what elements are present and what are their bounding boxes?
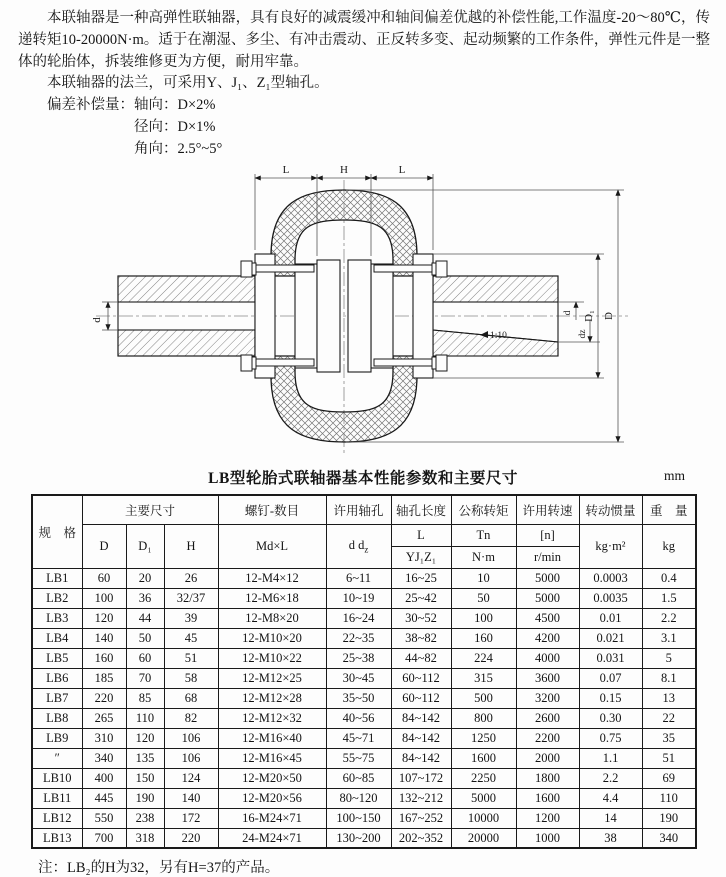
table-cell: 10000 [451, 808, 516, 828]
table-cell: 1800 [516, 768, 579, 788]
table-cell: 4500 [516, 608, 579, 628]
header-kg: kg [642, 524, 696, 568]
table-cell: 1.1 [579, 748, 642, 768]
header-spec: 规 格 [32, 495, 82, 568]
table-cell: 400 [82, 768, 126, 788]
table-cell: 6~11 [326, 568, 391, 588]
table-cell: LB12 [32, 808, 82, 828]
table-cell: 310 [82, 728, 126, 748]
table-cell: 24-M24×71 [218, 828, 326, 848]
table-cell: 0.75 [579, 728, 642, 748]
table-cell: 190 [642, 808, 696, 828]
table-cell: 50 [126, 628, 164, 648]
table-cell: 35~50 [326, 688, 391, 708]
table-cell: 2250 [451, 768, 516, 788]
left-hub-half [317, 260, 340, 372]
dim-label-dz: dz [578, 329, 588, 339]
table-cell: 445 [82, 788, 126, 808]
header-speed: 许用转速 [516, 495, 579, 524]
table-cell: 10~19 [326, 588, 391, 608]
table-cell: 106 [164, 748, 218, 768]
table-cell: 12-M12×28 [218, 688, 326, 708]
table-cell: 58 [164, 668, 218, 688]
table-cell: 16~25 [391, 568, 451, 588]
table-cell: ″ [32, 748, 82, 768]
table-title: LB型轮胎式联轴器基本性能参数和主要尺寸 [208, 470, 518, 488]
header-MdxL: Md×L [218, 524, 326, 568]
table-cell: 2200 [516, 728, 579, 748]
table-cell: 14 [579, 808, 642, 828]
header-rpm: r/min [516, 546, 579, 568]
table-cell: 0.07 [579, 668, 642, 688]
table-cell: 220 [82, 688, 126, 708]
intro-paragraph-2: 本联轴器的法兰，可采用Y、J₁、Z₁型轴孔。 [47, 75, 329, 92]
table-row [32, 688, 696, 708]
header-YJZ: YJ₁Z₁ [391, 546, 451, 568]
table-cell: 16~24 [326, 608, 391, 628]
table-cell: 5 [642, 648, 696, 668]
header-torque: 公称转矩 [451, 495, 516, 524]
table-cell: 25~38 [326, 648, 391, 668]
table-cell: 26 [164, 568, 218, 588]
intro-text [0, 0, 726, 160]
table-cell: 700 [82, 828, 126, 848]
table-cell: 0.031 [579, 648, 642, 668]
compensation-angular: 角向：2.5°~5° [134, 140, 223, 157]
table-row [32, 788, 696, 808]
header-L: L [391, 524, 451, 546]
header-d-dz: d $d_z$ [326, 524, 391, 568]
table-cell: 110 [126, 708, 164, 728]
table-unit-label: mm [663, 468, 685, 484]
compensation-radial: 径向：D×1% [134, 118, 216, 135]
table-cell: 70 [126, 668, 164, 688]
table-cell: 106 [164, 728, 218, 748]
table-cell: 50 [451, 588, 516, 608]
table-cell: 185 [82, 668, 126, 688]
table-row [32, 768, 696, 788]
table-cell: 84~142 [391, 708, 451, 728]
table-cell: 550 [82, 808, 126, 828]
table-cell: 12-M20×50 [218, 768, 326, 788]
table-cell: LB9 [32, 728, 82, 748]
table-cell: LB3 [32, 608, 82, 628]
header-Nm: N·m [451, 546, 516, 568]
table-cell: 1600 [516, 788, 579, 808]
dim-label-L-left: L [282, 164, 290, 177]
table-cell: LB8 [32, 708, 82, 728]
table-cell: 80~120 [326, 788, 391, 808]
table-cell: 0.4 [642, 568, 696, 588]
table-cell: 315 [451, 668, 516, 688]
table-cell: 36 [126, 588, 164, 608]
table-cell: 40~56 [326, 708, 391, 728]
compensation-axial: 轴向：D×2% [134, 97, 216, 113]
table-cell: 5000 [451, 788, 516, 808]
table-cell: 2.2 [642, 608, 696, 628]
table-cell: 124 [164, 768, 218, 788]
table-cell: 12-M16×40 [218, 728, 326, 748]
table-row [32, 708, 696, 728]
table-cell: 12-M10×22 [218, 648, 326, 668]
table-cell: 68 [164, 688, 218, 708]
table-cell: 5000 [516, 588, 579, 608]
table-cell: 150 [126, 768, 164, 788]
table-row [32, 588, 696, 608]
dim-label-d-left: d [91, 317, 103, 323]
table-cell: 800 [451, 708, 516, 728]
table-cell: 224 [451, 648, 516, 668]
spec-table [31, 494, 697, 849]
intro-paragraph-1: 本联轴器是一种高弹性联轴器，具有良好的减震缓冲和轴间偏差优越的补偿性能,工作温度-20～80℃，传递转矩10-20000N·m。适于在潮湿、多尘、有冲击震动、正反转多变、起动频繁的工作条件，弹性元件是一整体的轮胎体，拆装维修更为方便，耐用牢靠。 [18, 10, 710, 70]
table-cell: 1250 [451, 728, 516, 748]
footnote: 注：LB₂的H为32，另有H=37的产品。 [38, 860, 280, 877]
table-cell: 238 [126, 808, 164, 828]
table-cell: 160 [451, 628, 516, 648]
table-cell: 120 [82, 608, 126, 628]
table-cell: 51 [642, 748, 696, 768]
table-cell: 4200 [516, 628, 579, 648]
table-cell: 220 [164, 828, 218, 848]
table-cell: 16-M24×71 [218, 808, 326, 828]
header-bore: 许用轴孔 [326, 495, 391, 524]
table-cell: 12-M12×32 [218, 708, 326, 728]
header-n-bracket: [n] [516, 524, 579, 546]
table-row [32, 608, 696, 628]
table-cell: 4000 [516, 648, 579, 668]
table-cell: 2.2 [579, 768, 642, 788]
table-cell: 120 [126, 728, 164, 748]
table-cell: 140 [164, 788, 218, 808]
table-cell: 84~142 [391, 748, 451, 768]
compensation-items [134, 95, 222, 160]
header-screws: 螺钉-数目 [218, 495, 326, 524]
table-cell: 340 [82, 748, 126, 768]
table-cell: LB10 [32, 768, 82, 788]
header-D1: D₁ [126, 524, 164, 568]
coupling-cross-section-drawing [88, 164, 632, 462]
table-cell: 100 [451, 608, 516, 628]
taper-label: 1:10 [490, 331, 507, 342]
table-cell: LB11 [32, 788, 82, 808]
table-cell: 5000 [516, 568, 579, 588]
table-cell: 22 [642, 708, 696, 728]
table-cell: 107~172 [391, 768, 451, 788]
table-cell: 0.021 [579, 628, 642, 648]
table-cell: 160 [82, 648, 126, 668]
table-cell: 3200 [516, 688, 579, 708]
table-cell: LB6 [32, 668, 82, 688]
dim-label-D1: D₁ [583, 310, 595, 323]
table-row [32, 748, 696, 768]
table-cell: LB13 [32, 828, 82, 848]
table-cell: 130~200 [326, 828, 391, 848]
table-cell: 55~75 [326, 748, 391, 768]
table-cell: 44~82 [391, 648, 451, 668]
table-cell: 30~45 [326, 668, 391, 688]
compensation-label: 偏差补偿量： [47, 97, 134, 113]
table-cell: 0.01 [579, 608, 642, 628]
table-cell: 132~212 [391, 788, 451, 808]
table-cell: 3.1 [642, 628, 696, 648]
table-cell: 38 [579, 828, 642, 848]
table-cell: 0.15 [579, 688, 642, 708]
table-row [32, 628, 696, 648]
table-cell: 45~71 [326, 728, 391, 748]
table-cell: 100~150 [326, 808, 391, 828]
table-row [32, 568, 696, 588]
table-cell: LB5 [32, 648, 82, 668]
table-cell: 135 [126, 748, 164, 768]
dim-label-H: H [340, 164, 348, 177]
table-cell: 12-M6×18 [218, 588, 326, 608]
table-cell: 8.1 [642, 668, 696, 688]
table-cell: 167~252 [391, 808, 451, 828]
table-cell: 265 [82, 708, 126, 728]
table-cell: 1600 [451, 748, 516, 768]
dim-label-L-right: L [398, 164, 406, 177]
table-cell: 0.0003 [579, 568, 642, 588]
table-cell: 500 [451, 688, 516, 708]
table-cell: 1200 [516, 808, 579, 828]
table-cell: LB4 [32, 628, 82, 648]
table-cell: 0.30 [579, 708, 642, 728]
header-Tn: Tn [451, 524, 516, 546]
table-cell: 84~142 [391, 728, 451, 748]
table-cell: 35 [642, 728, 696, 748]
table-cell: 10 [451, 568, 516, 588]
table-row [32, 668, 696, 688]
table-cell: LB2 [32, 588, 82, 608]
header-kgm2: kg·m² [579, 524, 642, 568]
table-cell: 1.5 [642, 588, 696, 608]
table-cell: 140 [82, 628, 126, 648]
table-cell: 30~52 [391, 608, 451, 628]
table-cell: 0.0035 [579, 588, 642, 608]
table-cell: 22~35 [326, 628, 391, 648]
table-cell: 82 [164, 708, 218, 728]
header-H: H [164, 524, 218, 568]
table-cell: 12-M8×20 [218, 608, 326, 628]
table-cell: LB7 [32, 688, 82, 708]
header-D: D [82, 524, 126, 568]
table-cell: 20 [126, 568, 164, 588]
table-cell: 100 [82, 588, 126, 608]
table-row [32, 808, 696, 828]
table-cell: 13 [642, 688, 696, 708]
table-cell: 32/37 [164, 588, 218, 608]
right-inner-plate [371, 264, 393, 368]
table-row [32, 728, 696, 748]
table-cell: 1000 [516, 828, 579, 848]
table-cell: 172 [164, 808, 218, 828]
table-cell: 202~352 [391, 828, 451, 848]
table-cell: 12-M10×20 [218, 628, 326, 648]
table-cell: 2000 [516, 748, 579, 768]
table-cell: 25~42 [391, 588, 451, 608]
table-cell: 4.4 [579, 788, 642, 808]
table-cell: 190 [126, 788, 164, 808]
table-body [32, 568, 696, 848]
table-cell: 20000 [451, 828, 516, 848]
table-header [32, 495, 696, 568]
table-cell: 60~112 [391, 688, 451, 708]
table-cell: 38~82 [391, 628, 451, 648]
table-cell: 44 [126, 608, 164, 628]
table-cell: 69 [642, 768, 696, 788]
table-row [32, 828, 696, 848]
table-cell: 39 [164, 608, 218, 628]
table-cell: 318 [126, 828, 164, 848]
table-cell: 60~85 [326, 768, 391, 788]
dim-label-D: D [603, 312, 615, 321]
table-cell: 12-M20×56 [218, 788, 326, 808]
header-main-dims: 主要尺寸 [82, 495, 218, 524]
table-cell: 51 [164, 648, 218, 668]
table-cell: 3600 [516, 668, 579, 688]
compensation-block [47, 95, 710, 160]
header-inertia: 转动惯量 [579, 495, 642, 524]
coupling-diagram [88, 164, 726, 464]
dim-label-d-right: d [563, 310, 573, 316]
table-row [32, 648, 696, 668]
table-cell: LB1 [32, 568, 82, 588]
table-cell: 45 [164, 628, 218, 648]
table-cell: 12-M4×12 [218, 568, 326, 588]
table-cell: 60 [126, 648, 164, 668]
table-cell: 12-M12×25 [218, 668, 326, 688]
left-inner-plate [295, 264, 317, 368]
table-cell: 110 [642, 788, 696, 808]
table-cell: 340 [642, 828, 696, 848]
table-cell: 60~112 [391, 668, 451, 688]
table-title-row [31, 466, 695, 490]
right-hub-half [348, 260, 371, 372]
header-bore-length: 轴孔长度 [391, 495, 451, 524]
table-cell: 85 [126, 688, 164, 708]
table-cell: 60 [82, 568, 126, 588]
table-cell: 2600 [516, 708, 579, 728]
table-cell: 12-M16×45 [218, 748, 326, 768]
header-weight: 重 量 [642, 495, 696, 524]
